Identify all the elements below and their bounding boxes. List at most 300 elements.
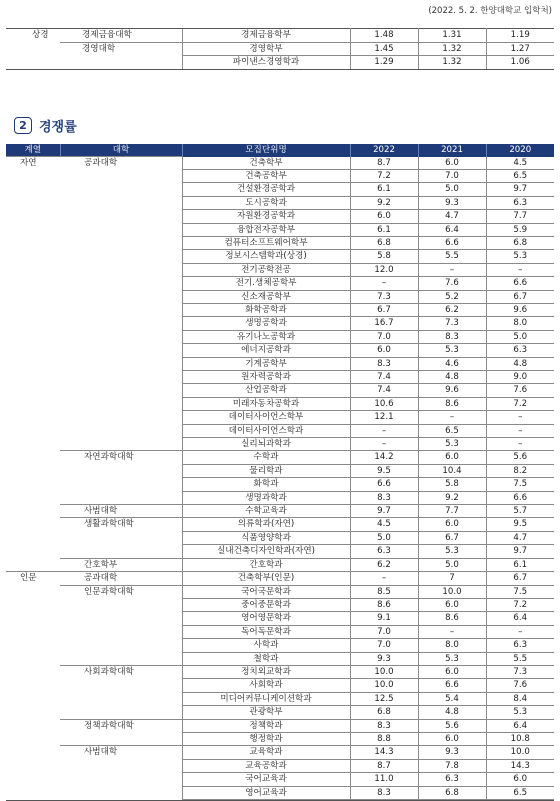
department-cell: 영어교육과 xyxy=(182,786,350,799)
rate-2021-cell: 8.0 xyxy=(418,639,486,652)
table-row xyxy=(6,478,554,491)
department-cell: 수학과 xyxy=(182,451,350,464)
category-cell xyxy=(6,236,60,249)
college-cell: 정책과학대학 xyxy=(60,719,182,732)
category-cell xyxy=(6,759,60,772)
department-cell: 신소재공학부 xyxy=(182,290,350,303)
rate-2021-cell: 5.4 xyxy=(418,692,486,705)
rate-2021-cell: 7 xyxy=(418,572,486,585)
rate-2022-cell: 8.3 xyxy=(350,357,418,370)
college-cell xyxy=(60,330,182,343)
category-cell xyxy=(6,277,60,290)
college-cell xyxy=(60,531,182,544)
college-cell xyxy=(60,344,182,357)
rate-2020-cell: 5.7 xyxy=(486,505,554,518)
rate-2020-cell: 5.6 xyxy=(486,451,554,464)
rate-2022-cell: 16.7 xyxy=(350,317,418,330)
table-row xyxy=(6,277,554,290)
department-cell: 유기나노공학과 xyxy=(182,330,350,343)
table-row xyxy=(6,344,554,357)
college-cell xyxy=(60,263,182,276)
category-cell xyxy=(6,357,60,370)
rate-2020-cell: 6.4 xyxy=(486,719,554,732)
college-cell xyxy=(60,56,182,70)
rate-2020-cell: 4.8 xyxy=(486,357,554,370)
department-cell: 데이터사이언스학부 xyxy=(182,411,350,424)
table-row xyxy=(6,263,554,276)
table-row xyxy=(6,196,554,209)
rate-2020-cell: 9.5 xyxy=(486,518,554,531)
department-cell: 에너지공학과 xyxy=(182,344,350,357)
rate-2022-cell: 7.2 xyxy=(350,169,418,182)
college-cell xyxy=(60,236,182,249)
rate-2020-cell: 7.6 xyxy=(486,679,554,692)
rate-2021-cell: 10.0 xyxy=(418,585,486,598)
rate-2020-cell: 5.3 xyxy=(486,250,554,263)
college-cell xyxy=(60,706,182,719)
rate-2021-cell: 9.3 xyxy=(418,196,486,209)
table-row xyxy=(6,598,554,611)
category-cell xyxy=(6,411,60,424)
college-cell xyxy=(60,438,182,451)
rate-2020-cell: 9.7 xyxy=(486,545,554,558)
category-cell xyxy=(6,598,60,611)
college-cell xyxy=(60,491,182,504)
category-cell: 인문 xyxy=(6,572,60,585)
rate-2021-cell: 4.6 xyxy=(418,357,486,370)
table-row xyxy=(6,692,554,705)
college-cell xyxy=(60,786,182,799)
rate-2022-cell: 6.0 xyxy=(350,344,418,357)
rate-2021-cell: 6.0 xyxy=(418,518,486,531)
rate-2022-cell: 9.7 xyxy=(350,505,418,518)
college-cell: 사회과학대학 xyxy=(60,665,182,678)
rate-2022-cell: 8.7 xyxy=(350,157,418,170)
table-row xyxy=(6,169,554,182)
rate-2022-cell: 7.4 xyxy=(350,371,418,384)
rate-2021-cell: 8.6 xyxy=(418,612,486,625)
section-number-badge: 2 xyxy=(14,117,32,134)
college-cell: 생활과학대학 xyxy=(60,518,182,531)
rate-2022-cell: 7.0 xyxy=(350,625,418,638)
section-title: 경쟁률 xyxy=(39,119,77,135)
rate-2022-cell: 8.3 xyxy=(350,719,418,732)
table-row xyxy=(6,303,554,316)
category-cell xyxy=(6,424,60,437)
table-row xyxy=(6,518,554,531)
table-row xyxy=(6,679,554,692)
rate-2020-cell: 5.9 xyxy=(486,223,554,236)
college-cell: 공과대학 xyxy=(60,157,182,170)
college-cell xyxy=(60,250,182,263)
rate-2020-cell: 7.5 xyxy=(486,585,554,598)
category-cell xyxy=(6,330,60,343)
rate-2020-cell: 4.5 xyxy=(486,157,554,170)
rate-2022-cell: 8.8 xyxy=(350,732,418,745)
rate-2020-cell: 9.0 xyxy=(486,371,554,384)
category-cell xyxy=(6,464,60,477)
college-cell xyxy=(60,357,182,370)
competition-rate-table xyxy=(6,144,554,800)
college-cell xyxy=(60,692,182,705)
rate-2020-cell: 6.3 xyxy=(486,344,554,357)
rate-2021-cell: – xyxy=(418,411,486,424)
table-row xyxy=(6,210,554,223)
rate-2020-cell: 6.7 xyxy=(486,290,554,303)
category-cell xyxy=(6,639,60,652)
college-cell xyxy=(60,169,182,182)
table-row xyxy=(6,786,554,799)
rate-2021-cell: 6.0 xyxy=(418,598,486,611)
table-row xyxy=(6,290,554,303)
department-cell: 건축학부 xyxy=(182,157,350,170)
rate-2022-cell: 7.0 xyxy=(350,330,418,343)
department-cell: 국어교육과 xyxy=(182,773,350,786)
rate-2022-cell: 10.0 xyxy=(350,679,418,692)
rate-2020-cell: 1.27 xyxy=(486,42,554,56)
category-cell xyxy=(6,558,60,571)
rate-2020-cell: 9.7 xyxy=(486,183,554,196)
category-cell xyxy=(6,585,60,598)
business-table-body xyxy=(6,29,554,70)
table-row xyxy=(6,732,554,745)
table-row xyxy=(6,612,554,625)
rate-2021-cell: 6.6 xyxy=(418,236,486,249)
category-cell xyxy=(6,612,60,625)
table-row xyxy=(6,236,554,249)
rate-2022-cell: 12.1 xyxy=(350,411,418,424)
table-row xyxy=(6,183,554,196)
rate-2020-cell: 1.19 xyxy=(486,29,554,43)
rate-2022-cell: 10.0 xyxy=(350,665,418,678)
rate-2020-cell: 6.6 xyxy=(486,491,554,504)
rate-2020-cell: – xyxy=(486,438,554,451)
category-cell: 자연 xyxy=(6,157,60,170)
category-cell xyxy=(6,223,60,236)
rate-2022-cell: 9.1 xyxy=(350,612,418,625)
rate-2021-cell: 4.8 xyxy=(418,371,486,384)
rate-2020-cell: 14.3 xyxy=(486,759,554,772)
rate-2021-cell: – xyxy=(418,263,486,276)
business-competition-table xyxy=(6,28,554,70)
rate-2022-cell: 14.3 xyxy=(350,746,418,759)
department-cell: 독어독문학과 xyxy=(182,625,350,638)
rate-2022-cell: – xyxy=(350,277,418,290)
rate-2021-cell: 7.7 xyxy=(418,505,486,518)
department-cell: 정치외교학과 xyxy=(182,665,350,678)
category-cell xyxy=(6,371,60,384)
rate-2021-cell: 7.6 xyxy=(418,277,486,290)
category-cell xyxy=(6,263,60,276)
rate-2021-cell: 6.0 xyxy=(418,732,486,745)
rate-2022-cell: 6.8 xyxy=(350,706,418,719)
rate-2020-cell: 6.3 xyxy=(486,196,554,209)
college-cell: 자연과학대학 xyxy=(60,451,182,464)
rate-2021-cell: 8.6 xyxy=(418,397,486,410)
table-row xyxy=(6,545,554,558)
rate-2021-cell: 5.5 xyxy=(418,250,486,263)
table-row xyxy=(6,438,554,451)
rate-2021-cell: 4.7 xyxy=(418,210,486,223)
department-cell: 사회학과 xyxy=(182,679,350,692)
department-cell: 정책학과 xyxy=(182,719,350,732)
rate-2020-cell: 7.2 xyxy=(486,397,554,410)
rate-2020-cell: 6.5 xyxy=(486,169,554,182)
rate-2020-cell: 8.0 xyxy=(486,317,554,330)
rate-2021-cell: 5.0 xyxy=(418,183,486,196)
rate-2021-cell: 6.0 xyxy=(418,157,486,170)
rate-2021-cell: 9.3 xyxy=(418,746,486,759)
department-cell: 영어영문학과 xyxy=(182,612,350,625)
rate-2022-cell: – xyxy=(350,424,418,437)
table-row xyxy=(6,397,554,410)
department-cell: 교육학과 xyxy=(182,746,350,759)
category-cell xyxy=(6,210,60,223)
department-cell: 융합전자공학부 xyxy=(182,223,350,236)
category-cell xyxy=(6,625,60,638)
college-cell xyxy=(60,277,182,290)
category-cell xyxy=(6,384,60,397)
rate-2020-cell: 6.8 xyxy=(486,236,554,249)
rate-2020-cell: 6.1 xyxy=(486,558,554,571)
rate-2020-cell: 10.8 xyxy=(486,732,554,745)
table-row xyxy=(6,746,554,759)
rate-2021-cell: 7.0 xyxy=(418,169,486,182)
college-cell: 공과대학 xyxy=(60,572,182,585)
rate-2022-cell: 1.45 xyxy=(350,42,418,56)
college-cell xyxy=(60,625,182,638)
rate-2022-cell: 7.4 xyxy=(350,384,418,397)
college-cell xyxy=(60,598,182,611)
department-cell: 기계공학부 xyxy=(182,357,350,370)
rate-2020-cell: 7.7 xyxy=(486,210,554,223)
rate-2020-cell: – xyxy=(486,625,554,638)
department-cell: 건축학부(인문) xyxy=(182,572,350,585)
rate-2021-cell: 5.8 xyxy=(418,478,486,491)
category-cell xyxy=(6,183,60,196)
department-cell: 생명과학과 xyxy=(182,491,350,504)
category-cell xyxy=(6,505,60,518)
category-cell xyxy=(6,545,60,558)
category-cell xyxy=(6,786,60,799)
rate-2020-cell: 7.6 xyxy=(486,384,554,397)
rate-2022-cell: 6.0 xyxy=(350,210,418,223)
category-cell xyxy=(6,169,60,182)
college-cell xyxy=(60,464,182,477)
college-cell: 경제금융대학 xyxy=(60,29,182,43)
college-cell: 사범대학 xyxy=(60,746,182,759)
table-row xyxy=(6,759,554,772)
table-row xyxy=(6,773,554,786)
rate-2021-cell: 6.3 xyxy=(418,773,486,786)
header-college: 대학 xyxy=(60,144,182,157)
college-cell xyxy=(60,732,182,745)
category-cell xyxy=(6,491,60,504)
rate-2022-cell: 12.5 xyxy=(350,692,418,705)
category-cell: 상경 xyxy=(6,29,60,43)
rate-2022-cell: 12.0 xyxy=(350,263,418,276)
rate-2021-cell: 6.8 xyxy=(418,786,486,799)
category-cell xyxy=(6,746,60,759)
rate-2021-cell: 8.3 xyxy=(418,330,486,343)
rate-2021-cell: 6.0 xyxy=(418,665,486,678)
rate-2022-cell: 6.1 xyxy=(350,183,418,196)
college-cell xyxy=(60,317,182,330)
rate-2021-cell: 5.6 xyxy=(418,719,486,732)
department-cell: 간호학과 xyxy=(182,558,350,571)
category-cell xyxy=(6,719,60,732)
rate-2022-cell: 10.6 xyxy=(350,397,418,410)
competition-table-body xyxy=(6,157,554,800)
rate-2020-cell: – xyxy=(486,263,554,276)
rate-2022-cell: 9.3 xyxy=(350,652,418,665)
department-cell: 미래자동차공학과 xyxy=(182,397,350,410)
rate-2020-cell: 7.2 xyxy=(486,598,554,611)
table-row xyxy=(6,384,554,397)
rate-2021-cell: 6.6 xyxy=(418,679,486,692)
college-cell xyxy=(60,411,182,424)
department-cell: 실내건축디자인학과(자연) xyxy=(182,545,350,558)
table-row xyxy=(6,250,554,263)
department-cell: 관광학부 xyxy=(182,706,350,719)
rate-2021-cell: 6.0 xyxy=(418,451,486,464)
rate-2020-cell: 5.3 xyxy=(486,706,554,719)
rate-2021-cell: – xyxy=(418,625,486,638)
rate-2020-cell: – xyxy=(486,424,554,437)
rate-2020-cell: 6.6 xyxy=(486,277,554,290)
rate-2021-cell: 9.6 xyxy=(418,384,486,397)
rate-2020-cell: 10.0 xyxy=(486,746,554,759)
category-cell xyxy=(6,438,60,451)
category-cell xyxy=(6,531,60,544)
table-row xyxy=(6,56,554,70)
rate-2020-cell: 9.6 xyxy=(486,303,554,316)
college-cell: 인문과학대학 xyxy=(60,585,182,598)
department-cell: 미디어커뮤니케이션학과 xyxy=(182,692,350,705)
rate-2020-cell: 4.7 xyxy=(486,531,554,544)
rate-2022-cell: – xyxy=(350,438,418,451)
table-header-row xyxy=(6,144,554,157)
category-cell xyxy=(6,732,60,745)
table-row xyxy=(6,451,554,464)
table-row xyxy=(6,625,554,638)
rate-2020-cell: 7.5 xyxy=(486,478,554,491)
rate-2022-cell: 6.1 xyxy=(350,223,418,236)
rate-2020-cell: 6.0 xyxy=(486,773,554,786)
table-row xyxy=(6,411,554,424)
rate-2021-cell: 6.5 xyxy=(418,424,486,437)
department-cell: 철학과 xyxy=(182,652,350,665)
category-cell xyxy=(6,317,60,330)
rate-2020-cell: 6.5 xyxy=(486,786,554,799)
rate-2021-cell: 5.3 xyxy=(418,652,486,665)
table-row xyxy=(6,424,554,437)
table-row xyxy=(6,558,554,571)
table-row xyxy=(6,330,554,343)
rate-2022-cell: 4.5 xyxy=(350,518,418,531)
department-cell: 자원환경공학과 xyxy=(182,210,350,223)
category-cell xyxy=(6,451,60,464)
table-row xyxy=(6,585,554,598)
rate-2020-cell: 1.06 xyxy=(486,56,554,70)
table-row xyxy=(6,464,554,477)
department-cell: 중어중문학과 xyxy=(182,598,350,611)
rate-2021-cell: 9.2 xyxy=(418,491,486,504)
rate-2022-cell: 5.0 xyxy=(350,531,418,544)
category-cell xyxy=(6,42,60,56)
table-row xyxy=(6,491,554,504)
category-cell xyxy=(6,518,60,531)
rate-2021-cell: 4.8 xyxy=(418,706,486,719)
category-cell xyxy=(6,679,60,692)
department-cell: 경제금융학부 xyxy=(182,29,350,43)
department-cell: 실리뇌과학과 xyxy=(182,438,350,451)
department-cell: 산업공학과 xyxy=(182,384,350,397)
table-row xyxy=(6,639,554,652)
department-cell: 생명공학과 xyxy=(182,317,350,330)
rate-2022-cell: 8.7 xyxy=(350,759,418,772)
rate-2021-cell: 7.3 xyxy=(418,317,486,330)
rate-2021-cell: 1.31 xyxy=(418,29,486,43)
source-note: (2022. 5. 2. 한양대학교 입학처) xyxy=(428,6,552,16)
college-cell xyxy=(60,223,182,236)
rate-2020-cell: 6.3 xyxy=(486,639,554,652)
rate-2022-cell: 14.2 xyxy=(350,451,418,464)
rate-2022-cell: 7.0 xyxy=(350,639,418,652)
category-cell xyxy=(6,56,60,70)
rate-2022-cell: – xyxy=(350,572,418,585)
college-cell xyxy=(60,424,182,437)
table-row xyxy=(6,317,554,330)
rate-2020-cell: – xyxy=(486,411,554,424)
table-row xyxy=(6,371,554,384)
rate-2021-cell: 1.32 xyxy=(418,42,486,56)
table-row xyxy=(6,652,554,665)
rate-2022-cell: 8.3 xyxy=(350,491,418,504)
department-cell: 원자력공학과 xyxy=(182,371,350,384)
table-row xyxy=(6,357,554,370)
rate-2022-cell: 1.48 xyxy=(350,29,418,43)
table-row xyxy=(6,706,554,719)
header-2020: 2020 xyxy=(486,144,554,157)
rate-2021-cell: 6.7 xyxy=(418,531,486,544)
department-cell: 식품영양학과 xyxy=(182,531,350,544)
department-cell: 전기공학전공 xyxy=(182,263,350,276)
table-row xyxy=(6,572,554,585)
rate-2022-cell: 7.3 xyxy=(350,290,418,303)
college-cell xyxy=(60,612,182,625)
rate-2022-cell: 9.2 xyxy=(350,196,418,209)
college-cell xyxy=(60,183,182,196)
college-cell xyxy=(60,384,182,397)
college-cell xyxy=(60,759,182,772)
header-2022: 2022 xyxy=(350,144,418,157)
rate-2022-cell: 6.7 xyxy=(350,303,418,316)
category-cell xyxy=(6,250,60,263)
category-cell xyxy=(6,196,60,209)
department-cell: 국어국문학과 xyxy=(182,585,350,598)
college-cell xyxy=(60,639,182,652)
rate-2020-cell: 7.3 xyxy=(486,665,554,678)
college-cell xyxy=(60,210,182,223)
header-category: 계열 xyxy=(6,144,60,157)
rate-2022-cell: 8.6 xyxy=(350,598,418,611)
rate-2020-cell: 8.4 xyxy=(486,692,554,705)
table-row xyxy=(6,42,554,56)
table-row xyxy=(6,531,554,544)
category-cell xyxy=(6,665,60,678)
department-cell: 사학과 xyxy=(182,639,350,652)
